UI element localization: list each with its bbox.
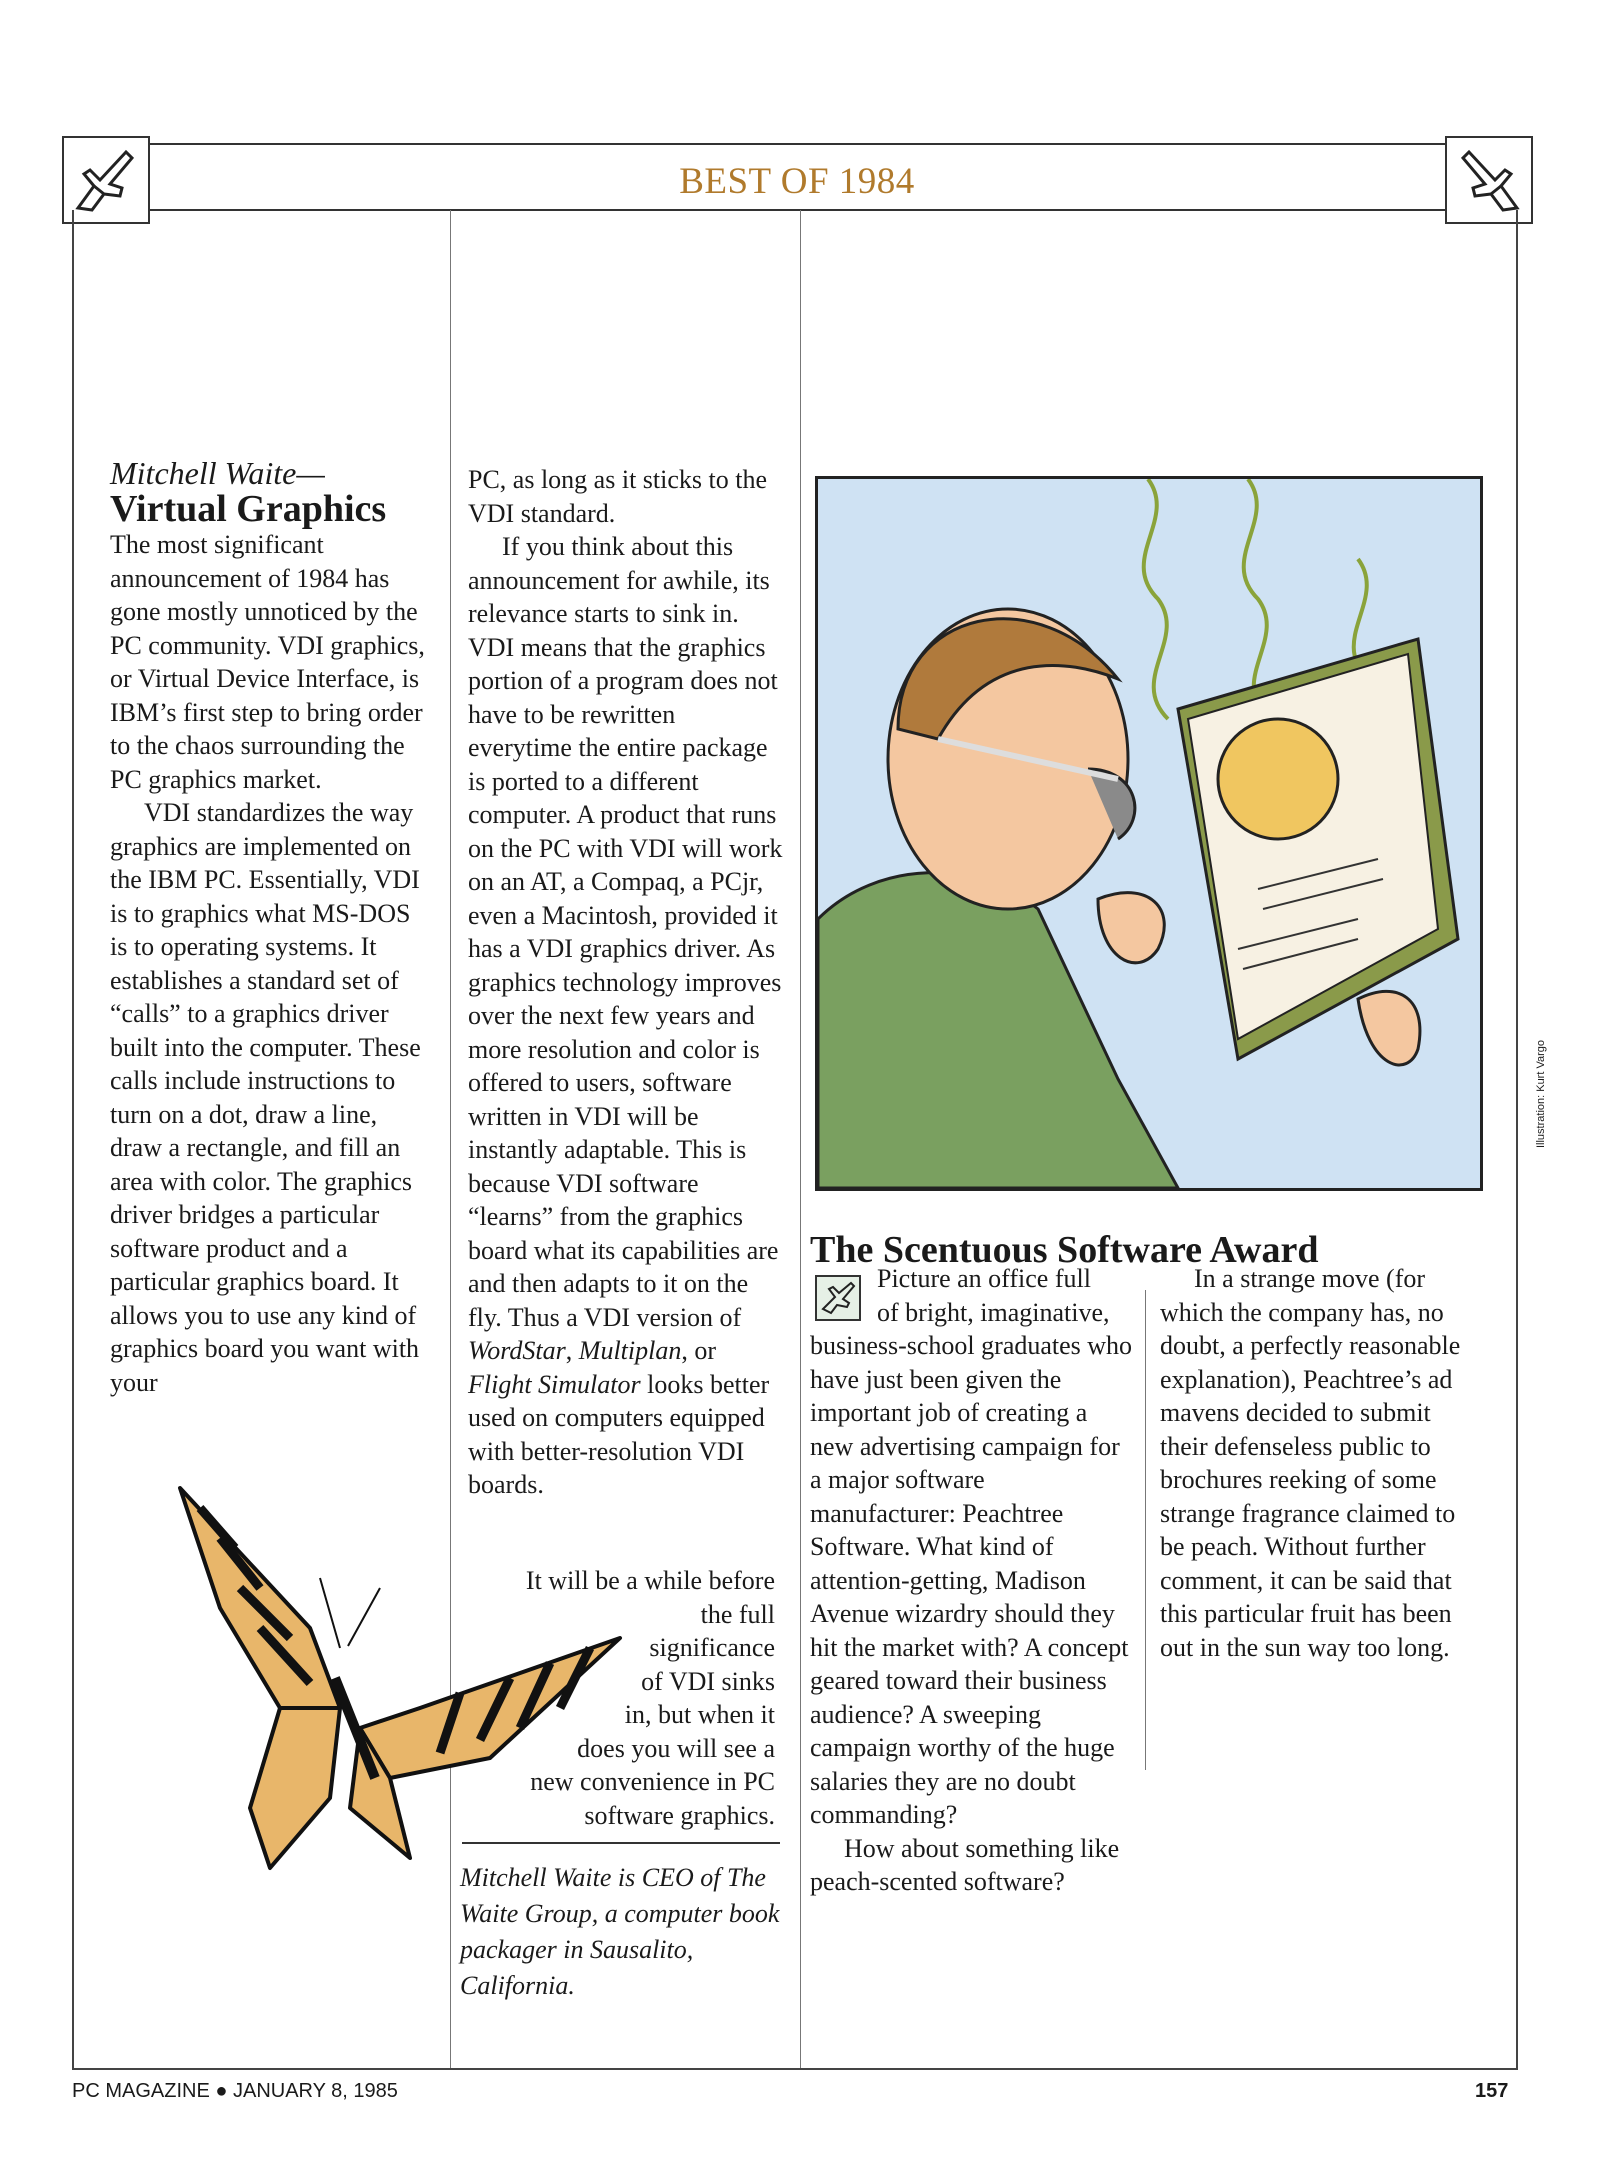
product-name: WordStar xyxy=(468,1336,566,1365)
award-paragraph: How about something like peach-scented software? xyxy=(810,1833,1120,1896)
author-bio: Mitchell Waite is CEO of The Waite Group, a computer book packager in Sausalito, California. xyxy=(460,1863,780,2000)
butterfly-illustration xyxy=(160,1478,630,1898)
separator: , or xyxy=(681,1336,717,1365)
section-banner: BEST OF 1984 xyxy=(679,161,915,202)
separator: , xyxy=(565,1336,579,1365)
text-line: It will be a while before xyxy=(525,1566,775,1595)
award-title: The Scentuous Software Award xyxy=(810,1229,1319,1271)
paragraph-text: If you think about this announcement for awhile, its relevance starts to sink in. VDI means that the graphics portion of a program does not have to be rewritten everytime the entire package is ported to a different computer. A product that runs on the PC with VDI will work on an AT, a Compaq, a PCjr, even a Macintosh, provided it has a VDI graphics driver. As graphics technology improves over the next few years and more resolution and color is offered to users, software written in VDI will be instantly adaptable. This is because VDI software “learns” from the graphics board what its capabilities are and then adapts to it on the fly. Thus a VDI version of xyxy=(468,532,783,1332)
product-name: Flight Simulator xyxy=(468,1369,641,1399)
right-border xyxy=(1516,210,1518,2070)
text-line: of VDI sinks xyxy=(641,1666,775,1696)
text-line: the full xyxy=(700,1599,775,1629)
text-line: software graphics. xyxy=(584,1800,775,1830)
column-divider-2 xyxy=(800,210,801,2068)
text-line: significance xyxy=(649,1633,775,1662)
product-name: Multiplan xyxy=(578,1336,682,1365)
pointing-hand-left-icon xyxy=(62,136,150,224)
article-column-1 xyxy=(110,528,430,1399)
award-column-2 xyxy=(1160,1262,1480,1664)
text-line: does you will see a xyxy=(577,1733,775,1763)
left-border xyxy=(72,210,74,2070)
page-number: 157 xyxy=(1475,2080,1509,2102)
pointing-hand-icon xyxy=(815,1275,861,1321)
text-line: in, but when it xyxy=(624,1700,775,1729)
paragraph-text: looks better used on computers equipped with better-resolution VDI boards. xyxy=(468,1369,770,1499)
illustration-credit: Illustration: Kurt Vargo xyxy=(1535,1040,1547,1149)
article-paragraph: The most significant announcement of 1984 has gone mostly unnoticed by the PC community. VDI graphics, or Virtual Device Interface, is IBM’s first step to bring order to the chaos surrounding the PC graphics market. xyxy=(110,530,425,794)
footer-publication: PC MAGAZINE ● JANUARY 8, 1985 xyxy=(72,2080,398,2102)
award-lead-lines xyxy=(877,1262,1147,1329)
award-paragraph: business-school graduates who have just been given the important job of creating a new advertising campaign for a major software manufacturer: Peachtree Software. What kind of attention-getting, Madison Avenue wizardry should they hit the market with? A concept geared toward their business audience? A sweeping campaign worthy of the huge salaries they are no doubt commanding? xyxy=(810,1331,1133,1829)
article-paragraph: PC, as long as it sticks to the VDI standard. xyxy=(468,465,767,528)
peach-illustration xyxy=(815,476,1483,1191)
bottom-border xyxy=(72,2068,1518,2070)
article-byline: Mitchell Waite— xyxy=(110,455,325,491)
text-line: of bright, imaginative, xyxy=(877,1297,1110,1327)
text-line: new convenience in PC xyxy=(530,1767,775,1796)
article-column-2 xyxy=(468,463,783,1502)
text-line: Picture an office full xyxy=(877,1264,1091,1293)
article-paragraph xyxy=(468,530,783,1502)
column-divider-3 xyxy=(1145,1290,1146,1770)
award-paragraph: In a strange move (for which the company has, no doubt, a perfectly reasonable explanation), Peachtree’s ad mavens decided to submit their defenseless public to brochures reeking of some strange fragrance claimed to be peach. Without further comment, it can be said that this particular fruit has been out in the sun way too long. xyxy=(1160,1264,1461,1662)
article-title: Virtual Graphics xyxy=(110,488,387,530)
award-column-1 xyxy=(810,1329,1135,1899)
article-paragraph: VDI standardizes the way graphics are implemented on the IBM PC. Essentially, VDI is to graphics what MS-DOS is to operating systems. It establishes a standard set of “calls” to a graphics driver built into the computer. These calls include instructions to turn on a dot, draw a line, draw a rectangle, and fill an area with color. The graphics driver bridges a particular software product and a particular graphics board. It allows you to use any kind of graphics board you want with your xyxy=(110,798,421,1397)
pointing-hand-right-icon xyxy=(1445,136,1533,224)
